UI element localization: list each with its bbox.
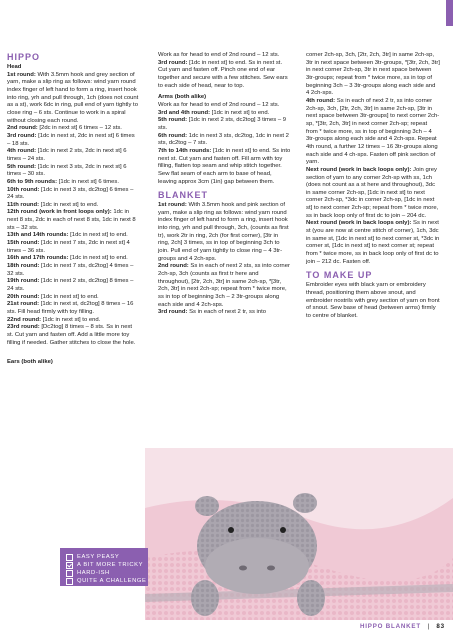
round-label: 4th round: xyxy=(306,97,336,104)
round-label: 12th round (work in front loops only): xyxy=(7,209,112,216)
instruction-row xyxy=(7,294,139,302)
section-title-blanket: BLANKET xyxy=(158,190,208,201)
blanket-instructions xyxy=(158,202,291,317)
difficulty-level xyxy=(66,577,147,585)
instruction-row xyxy=(7,317,139,325)
round-text: [1dc in next st] to end. xyxy=(210,109,270,116)
subheading-head: Head xyxy=(7,64,22,70)
instruction-row xyxy=(158,133,291,148)
blanket-instructions-continued xyxy=(306,98,440,266)
round-label: 3rd and 4th round: xyxy=(158,109,211,116)
round-text: [1dc in next st] to end. Ss in next st. Cut yarn and fasten off. Pinch one end of ear together and secure with a few stitches. Sew ears to each side of head, near to top. xyxy=(158,59,288,89)
instruction-row xyxy=(7,164,139,179)
round-label: 11th round: xyxy=(7,201,40,208)
round-text: With 3.5mm hook and pink section of yarn, make a slip ring as follows: wind yarn round index finger of left hand to form a ring, insert hook into ring, yrh and pull through, 3ch, (counts as first tr), work 2tr in ring, 2ch (for first corner), [3tr in ring, 2ch] 3 times, ss in top of beginning 3ch to join. Pull end of yarn tightly to close ring – 4 3tr-groups and 4 2ch-sps. xyxy=(158,202,289,262)
round-text: [1dc in next st] to end. xyxy=(39,201,99,208)
round-label: 5th round: xyxy=(158,117,188,124)
difficulty-level xyxy=(66,553,142,561)
round-text: [1dc in next st] to end. xyxy=(68,255,128,262)
round-label: 21st round: xyxy=(7,301,40,308)
empty-box-icon xyxy=(66,570,73,577)
round-label: Next round (work in back loops only): xyxy=(306,220,412,227)
round-text: [1dc in next 3 sts, 2dc in next st] 6 times – 30 sts. xyxy=(7,163,127,178)
instruction-row xyxy=(7,240,139,255)
round-label: 2nd round: xyxy=(7,125,38,132)
round-text: [2dc in next st] 6 times – 12 sts. xyxy=(37,125,122,132)
round-label: 2nd round: xyxy=(158,263,189,270)
round-label: 7th to 14th rounds: xyxy=(158,147,212,154)
difficulty-rating xyxy=(60,548,148,586)
difficulty-level xyxy=(66,561,142,569)
round-text: [1dc in next st, 2dc in next st] 6 times – 18 sts. xyxy=(7,132,135,147)
instruction-row xyxy=(306,220,440,266)
round-text: [Dc2tog] 8 times – 8 sts. Ss in next st. Cut yarn and fasten off. Add a little more toy filling if needed. Gather stitches to close the hole. xyxy=(7,324,136,346)
instruction-row xyxy=(7,148,139,163)
section-title-hippo: HIPPO xyxy=(7,52,41,62)
round-text: 1dc in next 8 sts, 2dc in each of next 8 sts, 1dc in next 8 sts – 32 sts. xyxy=(7,209,136,231)
round-text: Ss in each of next 2 tr, ss into xyxy=(187,309,267,316)
round-text: [1dc in next 7 sts, dc2tog] 4 times – 32 sts. xyxy=(7,263,134,277)
instruction-row xyxy=(306,98,440,167)
round-label: 3rd round: xyxy=(7,132,37,139)
round-label: 16th and 17th rounds: xyxy=(7,255,69,262)
footer-separator: | xyxy=(427,623,430,630)
instruction-row xyxy=(158,110,291,118)
instruction-row xyxy=(7,125,139,133)
difficulty-label: EASY PEASY xyxy=(77,554,120,560)
instruction-row xyxy=(158,263,291,309)
arms-intro: Work as for head to end of 2nd round – 12 sts. xyxy=(158,101,280,108)
round-text: 1dc in next 3 sts, dc2tog, 1dc in next 2 sts, dc2tog – 7 sts. xyxy=(158,132,289,147)
round-label: 20th round: xyxy=(7,293,40,300)
round-text: Join grey section of yarn to any corner 2ch-sp with ss, 1ch (does not count as a st here and throughout), 3dc in same corner 2ch-sp, [1dc in next st] to next corner 2ch-sp, *3dc in corner 2ch-sp, [1dc in next st] to next corner 2ch-sp; repeat from * twice more, ss in back loop only of first dc to join – 204 dc. xyxy=(306,166,439,219)
round-label: 5th round: xyxy=(7,163,37,170)
difficulty-label: QUITE A CHALLENGE xyxy=(77,578,147,584)
arms-instructions xyxy=(158,110,291,187)
difficulty-label: HARD-ISH xyxy=(77,570,110,576)
round-text: [1dc in next 2 sts, 2dc in next st] 6 times – 24 sts. xyxy=(7,148,127,162)
instruction-row xyxy=(7,255,139,263)
round-text: Ss in each of next 2 tr, ss into corner 2ch-sp, 3ch, [2tr, 2ch, 3tr] in same 2ch-sp, [3tr in next space between 3tr-groups] to next corner 2ch-sp, *[3tr, 2ch, 3tr] in next corner 2ch-sp; repeat from * twice more, ss in top of beginning 3ch – 4 3tr-groups along each side and 4 2ch-sps. Repeat 4th round, a further 12 times – 16 3tr-groups along each side and 4 ch-sps. Fasten off pink section of yarn. xyxy=(306,97,440,166)
instruction-row xyxy=(7,187,139,202)
round-text: [1dc in next 2 sts, dc2tog] 3 times – 9 sts. xyxy=(158,117,287,131)
instruction-row xyxy=(7,324,139,347)
instruction-row xyxy=(7,263,139,278)
column-3 xyxy=(306,52,440,321)
round-text: Ss in next st (you are now at centre stitch of corner), 1ch, 3dc in same st, [1dc in next st] to next corner st, *3dc in corner st, [1dc in next st] to next corner st; repeat from * twice more, ss in back loop only of first dc to join – 212 dc. Fasten off. xyxy=(306,220,440,265)
instruction-row xyxy=(7,278,139,293)
round-label: 6th round: xyxy=(158,132,188,139)
round-text: With 3.5mm hook and grey section of yarn, make a slip ring as follows: wind yarn round index finger of left hand to form a ring, insert hook into ring, yrh and pull through, 1ch (does not count as a st), work 6dc in ring, pull end of yarn tightly to close ring – 6 sts. Continue to work in a spiral without closing each round. xyxy=(7,71,139,124)
round-label: 18th round: xyxy=(7,263,40,270)
difficulty-level xyxy=(66,569,142,577)
instruction-row xyxy=(158,148,291,186)
round-label: 3rd round: xyxy=(158,309,188,316)
instruction-row xyxy=(158,309,291,317)
section-title-make-up: TO MAKE UP xyxy=(306,270,373,281)
round-label: 1st round: xyxy=(158,202,187,209)
round-label: 13th and 14th rounds: xyxy=(7,232,69,239)
round-label: 10th round: xyxy=(7,186,40,193)
empty-box-icon xyxy=(66,578,73,585)
page-footer xyxy=(360,623,445,630)
footer-title: HIPPO BLANKET xyxy=(360,623,421,630)
round-text: [1dc in next st] to end. Ss into next st. Cut yarn and fasten off. Fill arm with toy filling, flatten top seam and whip stitch together. Sew flat seam of each arm to base of head, leaving approx 3cm (1in) gap between them. xyxy=(158,147,291,185)
head-instructions xyxy=(7,72,139,348)
difficulty-label: A BIT MORE TRICKY xyxy=(77,562,144,568)
instruction-row xyxy=(7,133,139,148)
empty-box-icon xyxy=(66,554,73,561)
instruction-row xyxy=(7,301,139,316)
page-number: 83 xyxy=(436,623,445,630)
instruction-row xyxy=(158,202,291,263)
round-text: [1dc in next st] to end. xyxy=(41,316,101,323)
hippo-blanket-photo xyxy=(145,448,453,620)
round-label: 6th to 9th rounds: xyxy=(7,178,58,185)
hippo-illustration xyxy=(145,448,453,620)
round-text: [1dc in next 3 sts, dc2tog] 6 times – 24 sts. xyxy=(7,186,134,201)
instruction-row xyxy=(7,202,139,210)
round-label: Next round (work in back loops only): xyxy=(306,166,412,173)
round-label: 23rd round: xyxy=(7,324,40,331)
column-1 xyxy=(7,52,139,367)
instruction-row xyxy=(7,209,139,232)
make-up-text: Embroider eyes with black yarn or embroidery thread, positioning them above snout, and embroider nostrils with grey section of yarn on front of snout. Sew base of head (between arms) firmly to centre of blanket. xyxy=(306,282,440,319)
ears-intro: Work as for head to end of 2nd round – 12 sts. xyxy=(158,52,280,58)
round-text: [1dc in next 2 sts, dc2tog] 8 times – 24 sts. xyxy=(7,278,134,293)
round-text: [1dc in next st] 6 times. xyxy=(57,178,119,185)
round-label: 3rd round: xyxy=(158,59,188,66)
instruction-row xyxy=(306,167,440,221)
subheading-ears: Ears (both alike) xyxy=(7,359,53,366)
round-label: 22nd round: xyxy=(7,316,42,323)
round-label: 15th round: xyxy=(7,240,40,247)
column-2 xyxy=(158,52,291,317)
round-text: [1dc in next st] to end. xyxy=(68,232,128,239)
round-text: [1dc in next 7 sts, 2dc in next st] 4 times – 36 sts. xyxy=(7,240,130,254)
ears-instructions xyxy=(158,60,291,91)
page-edge-tab xyxy=(446,0,453,26)
round-text: [1dc in next st, dc2tog] 8 times – 16 sts. Fill head firmly with toy filling. xyxy=(7,301,134,315)
round-label: 1st round: xyxy=(7,71,36,78)
blanket-continued: corner 2ch-sp, 3ch, [2tr, 2ch, 3tr] in same 2ch-sp, 3tr in next space between 3tr-groups, *[3tr, 2ch, 3tr] in next corner 2ch-sp, 3tr in next space between 3tr-groups; repeat from * twice more, ss in top of beginning 3ch – 3 3tr-groups along each side and 4 2ch-sps. xyxy=(306,52,440,97)
checked-box-icon xyxy=(66,562,73,569)
instruction-row xyxy=(158,60,291,91)
round-text: [1dc in next st] to end. xyxy=(39,293,99,300)
instruction-row xyxy=(7,232,139,240)
round-label: 19th round: xyxy=(7,278,40,285)
instruction-row xyxy=(158,117,291,132)
subheading-arms: Arms (both alike) xyxy=(158,94,207,101)
instruction-row xyxy=(7,179,139,187)
round-text: Ss in each of next 2 sts, ss into corner 2ch-sp, 3ch (counts as first tr here and throughout), [2tr, 2ch, 3tr] in same 2ch-sp, *[3tr, 2ch, 3tr] in next 2ch-sp; repeat from * twice more, ss in top of beginning 3ch – 2 3tr-groups along each side and 4 2ch-sps. xyxy=(158,263,290,308)
round-label: 4th round: xyxy=(7,148,37,155)
instruction-row xyxy=(7,72,139,126)
